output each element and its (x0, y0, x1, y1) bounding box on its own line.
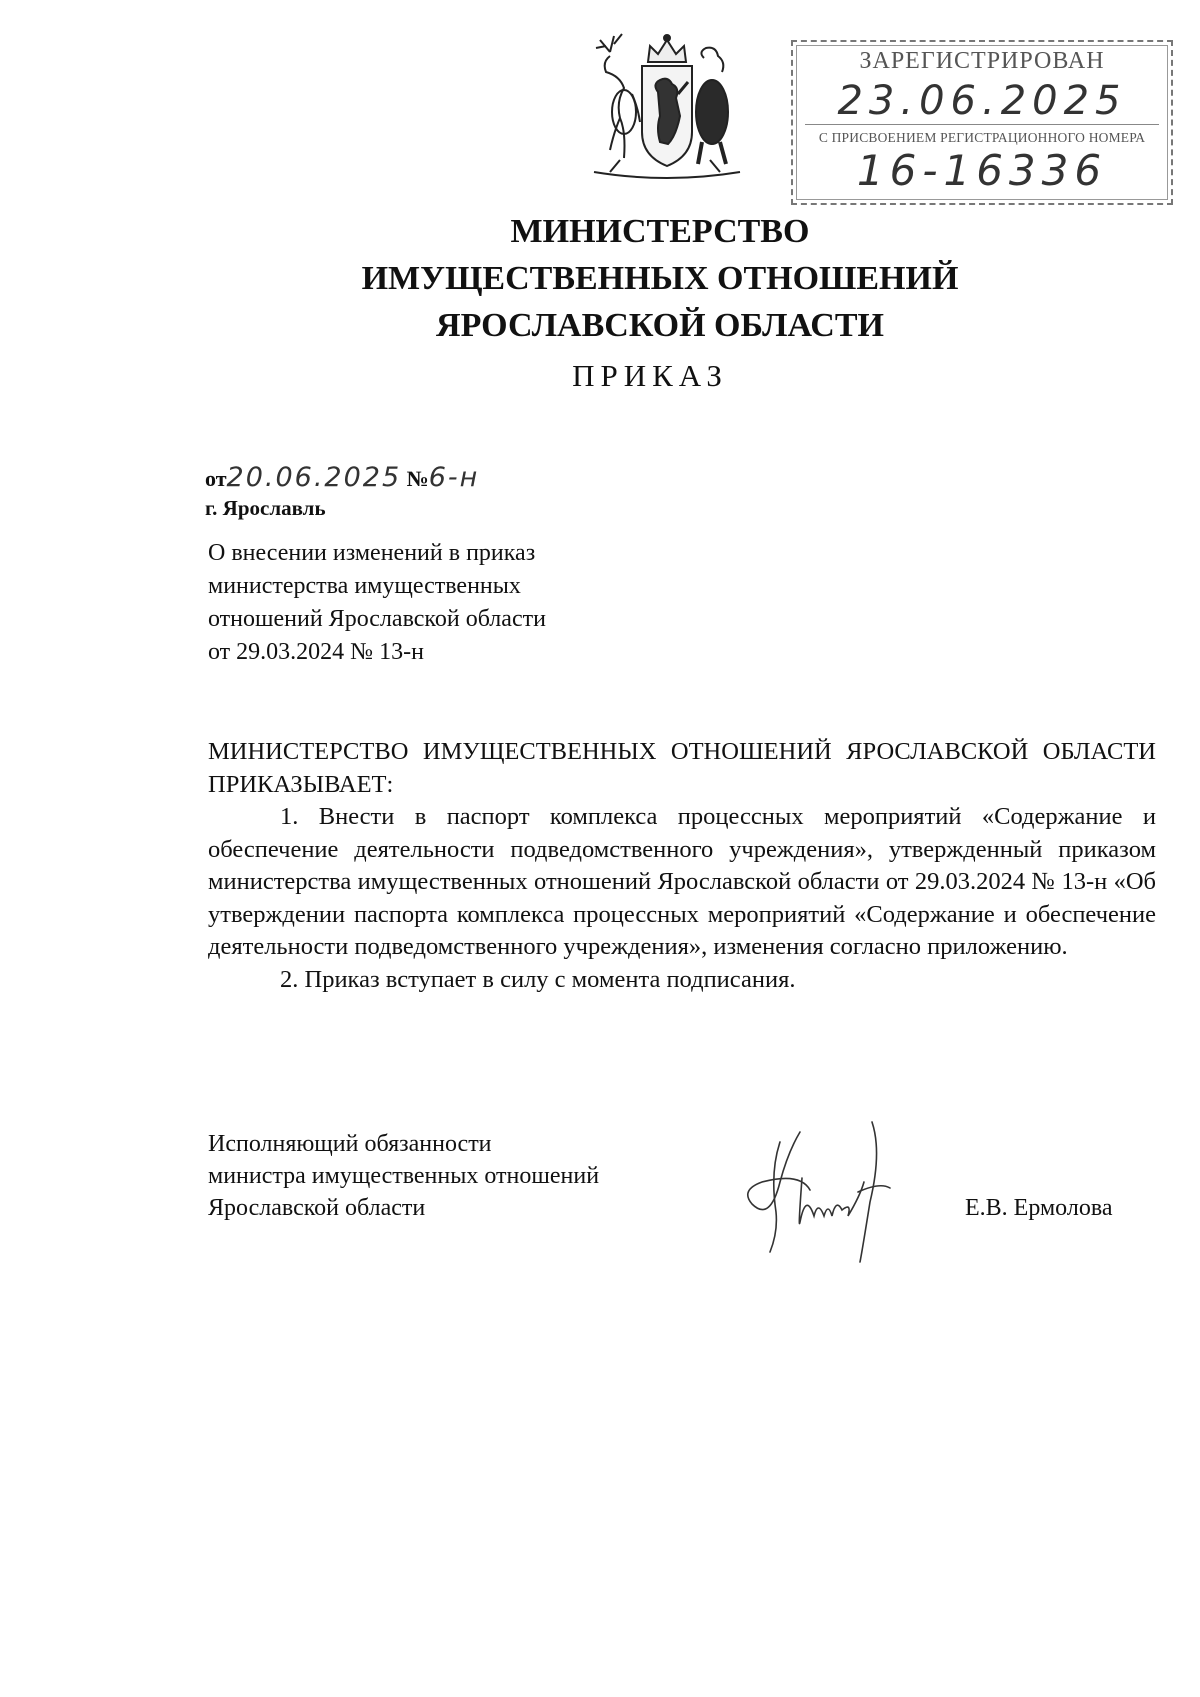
date-prefix: от (205, 466, 227, 491)
document-type-title: ПРИКАЗ (572, 358, 728, 393)
registration-stamp (791, 40, 1173, 205)
ministry-line: МИНИСТЕРСТВО (510, 213, 810, 250)
number-prefix: № (406, 466, 429, 491)
signer-position-line: Ярославской области (208, 1195, 426, 1221)
subject-line: О внесении изменений в приказ (208, 540, 536, 566)
subject-line: от 29.03.2024 № 13-н (208, 639, 424, 665)
order-body (208, 736, 1156, 996)
stamp-subtitle: С ПРИСВОЕНИЕМ РЕГИСТРАЦИОННОГО НОМЕРА (818, 130, 1146, 145)
signer-name: Е.В. Ермолова (965, 1195, 1113, 1221)
ministry-line: ИМУЩЕСТВЕННЫХ ОТНОШЕНИЙ (361, 260, 959, 297)
signer-position-line: Исполняющий обязанности (208, 1131, 492, 1157)
stamp-date: 23.06.2025 (837, 78, 1127, 124)
order-subject (208, 537, 628, 669)
ministry-heading (300, 208, 1020, 349)
body-item: 1. Внести в паспорт комплекса процессных мероприятий «Содержание и обеспечение деятельности подведомственного учреждения», утвержденный приказом министерства имущественных отношений Ярославской области от 29.03.2024 № 13-н «Об утверждении паспорта комплекса процессных мероприятий «Содержание и обеспечение деятельности подведомственного учреждения», изменения согласно приложению. (208, 803, 1156, 960)
body-item: 2. Приказ вступает в силу с момента подписания. (280, 965, 796, 993)
subject-line: отношений Ярославской области (208, 606, 546, 632)
signer-position-line: министра имущественных отношений (208, 1163, 600, 1189)
city-name: г. Ярославль (205, 496, 326, 520)
order-date-number-line (205, 462, 479, 493)
signer-position (208, 1128, 728, 1224)
stamp-registration-number: 16-16336 (856, 146, 1108, 195)
stamp-title: ЗАРЕГИСТРИРОВАН (859, 48, 1105, 74)
order-date: 20.06.2025 (226, 462, 402, 493)
handwritten-signature (740, 1112, 940, 1267)
stamp-divider (805, 124, 1159, 125)
order-number: 6-н (428, 462, 480, 493)
subject-line: министерства имущественных (208, 573, 521, 599)
body-preamble: МИНИСТЕРСТВО ИМУЩЕСТВЕННЫХ ОТНОШЕНИЙ ЯРОСЛАВСКОЙ ОБЛАСТИ ПРИКАЗЫВАЕТ: (208, 738, 1156, 798)
coat-of-arms-emblem (580, 32, 755, 192)
ministry-line: ЯРОСЛАВСКОЙ ОБЛАСТИ (436, 307, 884, 344)
